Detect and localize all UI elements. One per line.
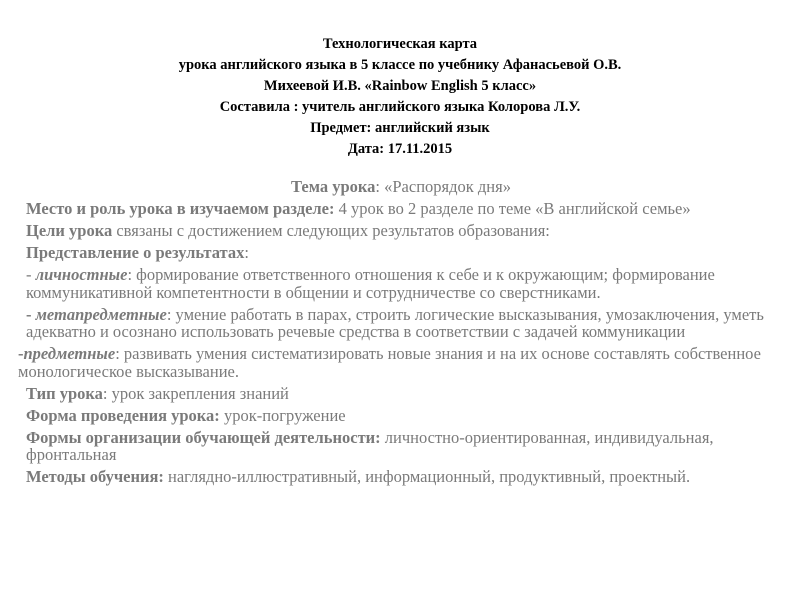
personal-label: личностные (35, 265, 128, 284)
lesson-form-value: урок-погружение (219, 405, 346, 425)
document-header (0, 34, 800, 160)
subject-colon: : (115, 344, 120, 363)
org-forms-value: личностно-ориентированная, индивидуальная, фронтальная (26, 427, 714, 464)
personal-value: формирование ответственного отношения к себе и к окружающим; формирование коммуникативной компетентности в общении и сотрудничестве со сверстниками. (26, 265, 715, 302)
header-title: Технологическая карта (322, 36, 478, 52)
lesson-place-label: Место и роль урока в изучаемом разделе: (26, 199, 335, 218)
lesson-topic-label: Тема урока (291, 177, 376, 196)
lesson-form (26, 407, 776, 425)
personal-colon: : (127, 265, 133, 284)
lesson-form-label: Форма проведения урока: (26, 405, 220, 425)
lesson-topic-value: : «Распорядок дня» (375, 177, 511, 196)
personal-prefix: - (26, 265, 36, 284)
methods-value: наглядно-иллюстративный, информационный, продуктивный, проектный. (163, 467, 691, 486)
document-body (18, 177, 776, 490)
meta-prefix: - (26, 304, 36, 324)
lesson-place-value: 4 урок во 2 разделе по теме «В английской семье» (334, 199, 691, 218)
subject-prefix: - (18, 344, 24, 363)
methods-label: Методы обучения: (26, 467, 164, 486)
subject-results (18, 345, 776, 380)
org-forms (26, 429, 776, 464)
header-line-authors: Михеевой И.В. «Rainbow English 5 класс» (263, 78, 537, 94)
header-line-textbook: урока английского языка в 5 классе по учебнику Афанасьевой О.В. (178, 57, 622, 73)
lesson-goals (26, 222, 776, 240)
meta-colon: : (166, 304, 172, 324)
subject-label: предметные (23, 344, 116, 363)
header-line-compiler: Составила : учитель английского языка Колорова Л.У. (219, 99, 581, 115)
header-line-date: Дата: 17.11.2015 (347, 141, 453, 157)
lesson-type-value: : урок закрепления знаний (102, 383, 289, 403)
org-forms-label: Формы организации обучающей деятельности: (26, 427, 381, 447)
lesson-type-label: Тип урока (26, 383, 103, 403)
lesson-goals-value: связаны с достижением следующих результатов образования: (112, 221, 550, 240)
lesson-goals-label: Цели урока (26, 221, 113, 240)
meta-value: умение работать в парах, строить логические высказывания, умозаключения, уметь адекватно и осознано использовать речевые средства в соответствии с задачей коммуникации (26, 304, 764, 341)
results-label: Представление о результатах (26, 243, 245, 262)
teaching-methods (26, 468, 776, 486)
meta-results (26, 306, 776, 341)
meta-label: метапредметные (35, 304, 167, 324)
lesson-type (26, 385, 776, 403)
results-heading (26, 244, 776, 262)
subject-value: развивать умения систематизировать новые знания и на их основе составлять собственное монологическое высказывание. (18, 344, 761, 381)
lesson-place (26, 200, 776, 218)
personal-results (26, 266, 776, 301)
lesson-topic (26, 178, 776, 196)
results-colon: : (244, 243, 249, 262)
header-line-subject: Предмет: английский язык (310, 120, 490, 136)
